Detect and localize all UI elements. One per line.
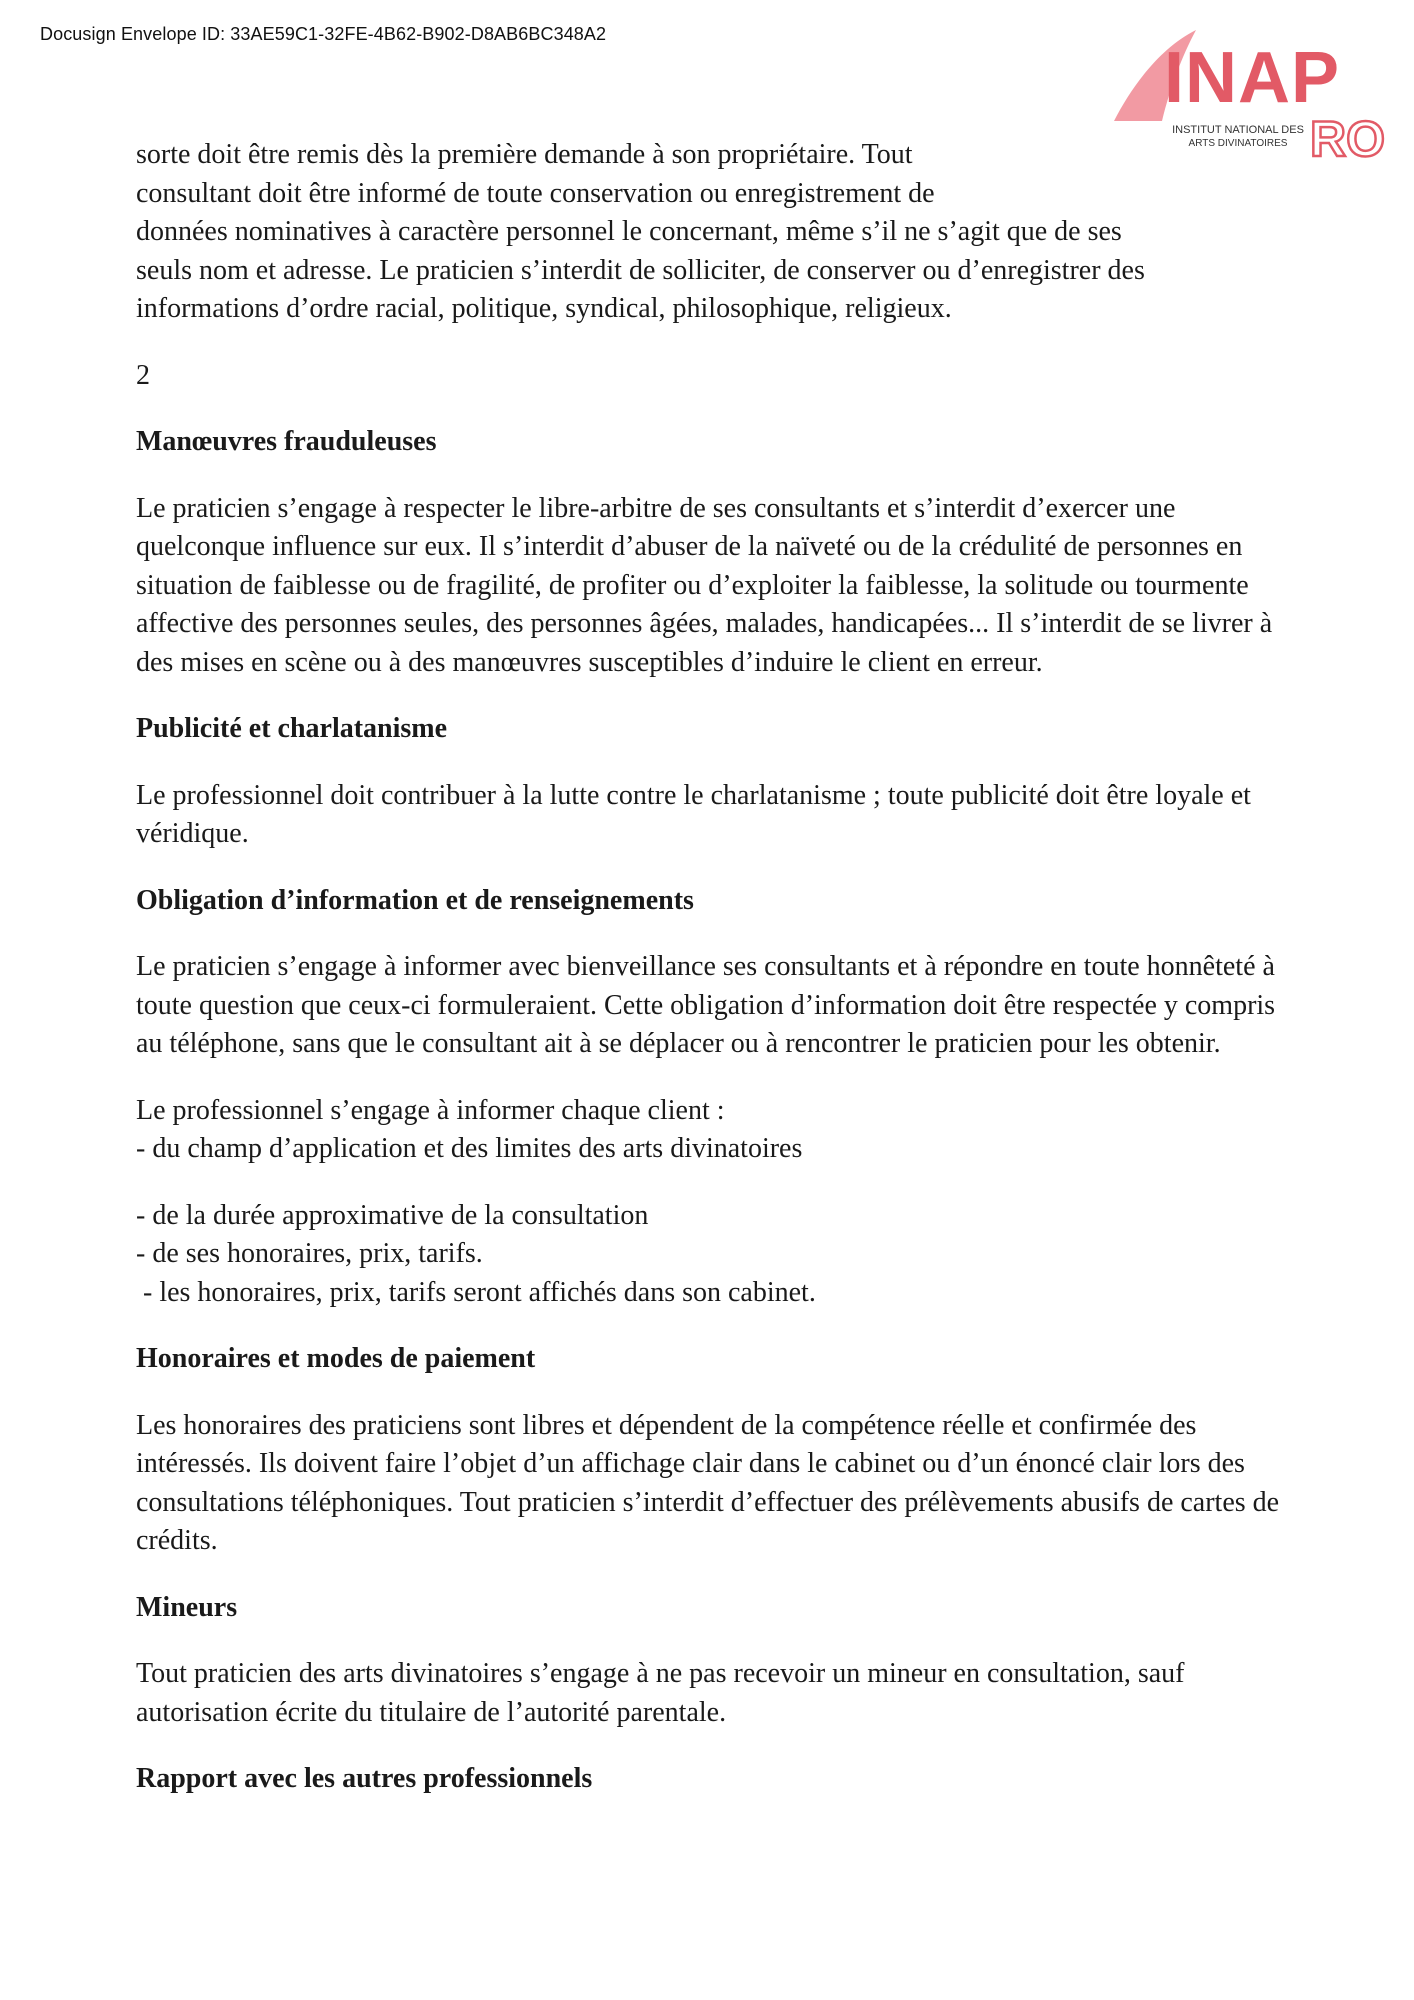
intro-line: sorte doit être remis dès la première demande à son propriétaire. Tout <box>136 139 913 170</box>
intro-line: seuls nom et adresse. Le praticien s’interdit de solliciter, de conserver ou d’enregistrer des <box>136 254 1145 286</box>
intro-line: informations d’ordre racial, politique, syndical, philosophique, religieux. <box>136 293 952 324</box>
section-heading-obligation-information: Obligation d’information et de renseignements <box>136 884 694 916</box>
docusign-envelope-id: Docusign Envelope ID: 33AE59C1-32FE-4B62-B902-D8AB6BC348A2 <box>40 24 607 44</box>
information-list-intro: Le professionnel s’engage à informer chaque client : <box>136 1094 725 1126</box>
section-heading-mineurs: Mineurs <box>136 1591 238 1623</box>
document-body <box>136 136 1296 1827</box>
page-number: 2 <box>136 359 150 391</box>
logo-tagline-line2: ARTS DIVINATOIRES <box>1188 138 1288 149</box>
section-heading-rapport-professionnels: Rapport avec les autres professionnels <box>136 1763 593 1794</box>
intro-line: consultant doit être informé de toute conservation ou enregistrement de <box>136 177 935 209</box>
information-list-item: - les honoraires, prix, tarifs seront affichés dans son cabinet. <box>136 1276 816 1308</box>
information-list-item: - du champ d’application et des limites des arts divinatoires <box>136 1133 803 1164</box>
information-list-continued <box>136 1197 1296 1313</box>
logo-brand-text: INAP <box>1164 38 1341 118</box>
section-paragraph-mineurs: Tout praticien des arts divinatoires s’engage à ne pas recevoir un mineur en consultation, sauf autorisation écrite du titulaire de l’autorité parentale. <box>136 1658 1185 1728</box>
section-heading-manoeuvres: Manœuvres frauduleuses <box>136 426 437 457</box>
intro-line: données nominatives à caractère personnel le concernant, même s’il ne s’agit que de ses <box>136 216 1122 247</box>
section-paragraph-manoeuvres: Le praticien s’engage à respecter le libre-arbitre de ses consultants et s’interdit d’exercer une quelconque influence sur eux. Il s’interdit d’abuser de la naïveté ou de la crédulité de personnes en situation de faiblesse ou de fragilité, de profiter ou d’exploiter la faiblesse, la solitude ou tourmente affective des personnes seules, des personnes âgées, malades, handicapées... Il s’interdit de se livrer à des mises en scène ou à des manœuvres susceptibles d’induire le client en erreur. <box>136 492 1273 678</box>
logo-pro-suffix: RO <box>1310 111 1385 161</box>
section-paragraph-obligation-information: Le praticien s’engage à informer avec bienveillance ses consultants et à répondre en toute honnêteté à toute question que ceux-ci formuleraient. Cette obligation d’information doit être respectée y compris au téléphone, sans que le consultant ait à se déplacer ou à rencontrer le praticien pour les obtenir. <box>136 951 1276 1059</box>
section-paragraph-honoraires: Les honoraires des praticiens sont libres et dépendent de la compétence réelle et confirmée des intéressés. Ils doivent faire l’objet d’un affichage clair dans le cabinet ou d’un énoncé clair lors des consultations téléphoniques. Tout praticien s’interdit d’effectuer des prélèvements abusifs de cartes de crédits. <box>136 1409 1280 1556</box>
section-heading-publicite: Publicité et charlatanisme <box>136 713 448 744</box>
information-list-item: - de la durée approximative de la consultation <box>136 1199 649 1231</box>
information-list-block <box>136 1092 1296 1169</box>
information-list-item: - de ses honoraires, prix, tarifs. <box>136 1238 483 1269</box>
intro-paragraph <box>136 136 1296 329</box>
logo-tagline-line1: INSTITUT NATIONAL DES <box>1172 124 1304 136</box>
section-paragraph-publicite: Le professionnel doit contribuer à la lutte contre le charlatanisme ; toute publicité doit être loyale et véridique. <box>136 779 1251 849</box>
section-heading-honoraires: Honoraires et modes de paiement <box>136 1343 536 1374</box>
